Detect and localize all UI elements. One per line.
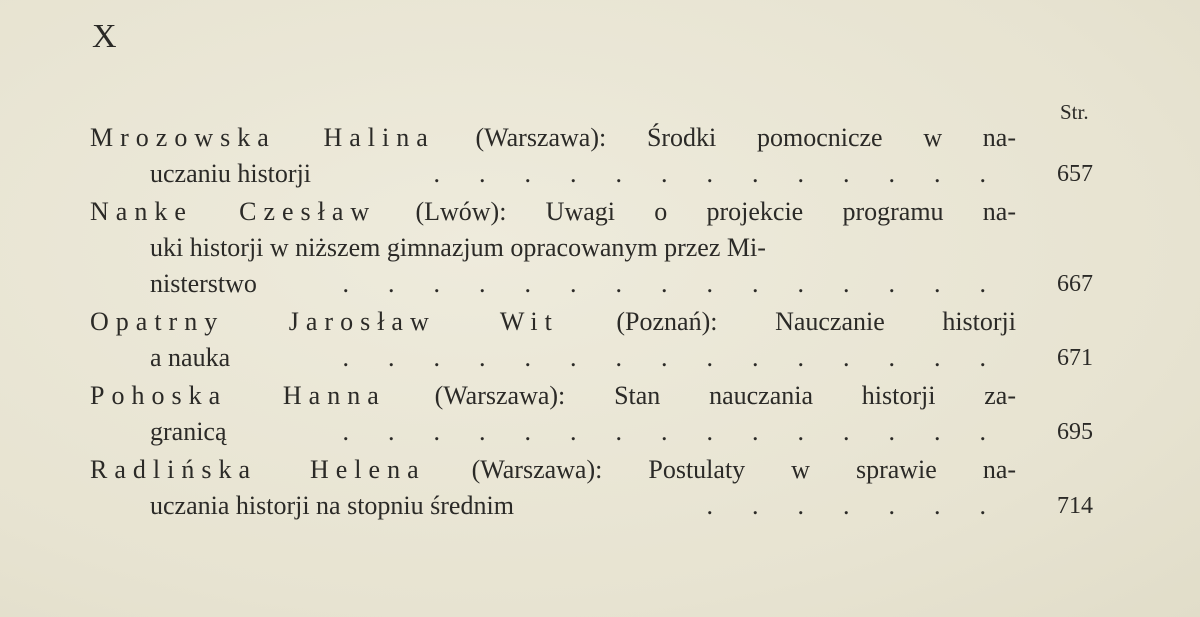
toc-author: Opatrny Jarosław Wit — [90, 307, 559, 336]
toc-author: Pohoska Hanna — [90, 381, 386, 410]
toc-entry-continuation-line — [150, 156, 311, 192]
toc-entry-continuation-line — [150, 266, 257, 302]
toc-title-text: Nauczanie historji — [775, 307, 1017, 336]
toc-entry-first-line — [90, 194, 1016, 230]
toc-place: (Poznań): — [616, 307, 718, 336]
toc-author: Nanke Czesław — [90, 197, 377, 226]
toc-title-text: uczania historji na stopniu średnim — [150, 491, 514, 520]
toc-page-number: 695 — [1057, 419, 1093, 445]
toc-title-text: Stan nauczania historji za- — [614, 381, 1017, 410]
toc-entry-continuation-line — [150, 488, 514, 524]
toc-entry-continuation-line — [150, 230, 766, 266]
toc-place: (Warszawa): — [475, 123, 607, 152]
toc-title-text: nisterstwo — [150, 269, 257, 298]
toc-title-text: uki historji w niższem gimnazjum opracowanym przez Mi- — [150, 233, 766, 262]
page-number: X — [92, 18, 118, 55]
page-column-label: Str. — [1060, 100, 1089, 124]
leader-dots: . . . . . . . . . . . . . . . — [342, 417, 1025, 446]
toc-title-text: Uwagi o projekcie programu na- — [545, 197, 1016, 226]
toc-title-text: a nauka — [150, 343, 231, 372]
toc-author: Mrozowska Halina — [90, 123, 435, 152]
toc-entry-first-line — [90, 304, 1016, 340]
toc-place: (Warszawa): — [434, 381, 566, 410]
toc-author: Radlińska Helena — [90, 455, 426, 484]
leader-dots: . . . . . . . . . . . . . — [433, 159, 1025, 188]
leader-dots: . . . . . . . . . . . . . . . — [342, 343, 1025, 372]
toc-page-number: 667 — [1057, 271, 1093, 297]
leader-dots: . . . . . . . — [706, 491, 1025, 520]
toc-place: (Lwów): — [415, 197, 507, 226]
toc-title-text: Postulaty w sprawie na- — [648, 455, 1017, 484]
toc-title-text: uczaniu historji — [150, 159, 312, 188]
toc-page-number: 714 — [1057, 493, 1093, 519]
leader-dots: . . . . . . . . . . . . . . . — [342, 269, 1025, 298]
toc-page-number: 671 — [1057, 345, 1093, 371]
toc-place: (Warszawa): — [471, 455, 603, 484]
toc-title-text: granicą — [150, 417, 227, 446]
toc-entry-first-line — [90, 452, 1016, 488]
toc-page-number: 657 — [1057, 161, 1093, 187]
toc-title-text: Środki pomocnicze w na- — [646, 123, 1017, 152]
toc-entry-first-line — [90, 378, 1016, 414]
toc-entry-first-line — [90, 120, 1016, 156]
toc-entry-continuation-line — [150, 414, 227, 450]
toc-entry-continuation-line — [150, 340, 230, 376]
